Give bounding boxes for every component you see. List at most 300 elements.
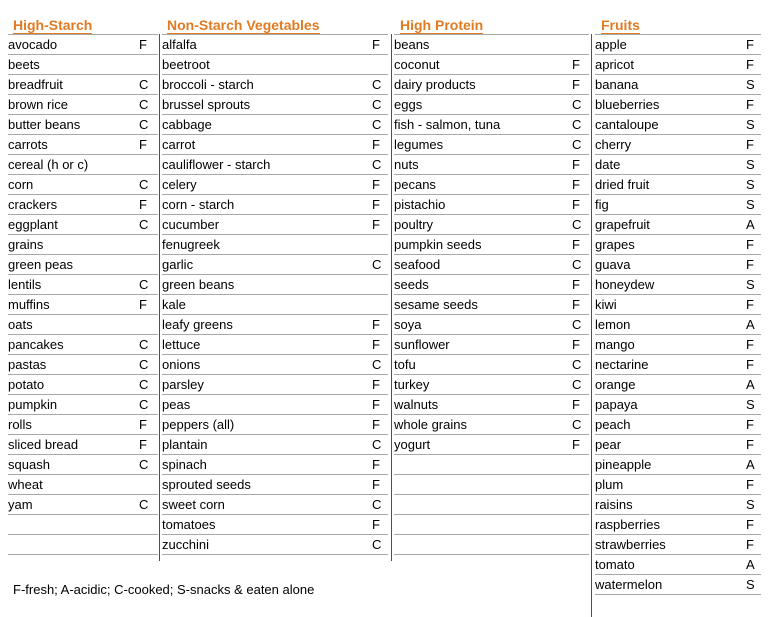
prep-code: C	[372, 497, 382, 512]
prep-code: F	[139, 197, 147, 212]
food-name: cabbage	[162, 117, 212, 132]
column-divider	[159, 34, 160, 561]
table-row	[394, 355, 589, 375]
food-name: nectarine	[595, 357, 649, 372]
table-row	[595, 275, 761, 295]
prep-code: F	[139, 437, 147, 452]
table-row	[394, 375, 589, 395]
food-name: cantaloupe	[595, 117, 659, 132]
food-name: fig	[595, 197, 609, 212]
table-row	[8, 315, 158, 335]
prep-code: A	[746, 317, 755, 332]
food-name: strawberries	[595, 537, 666, 552]
food-name: brown rice	[8, 97, 68, 112]
prep-code: F	[572, 77, 580, 92]
prep-code: F	[572, 237, 580, 252]
table-row	[8, 34, 158, 55]
table-row	[394, 195, 589, 215]
table-row	[8, 475, 158, 495]
prep-code: S	[746, 157, 755, 172]
food-name: cucumber	[162, 217, 220, 232]
food-name: honeydew	[595, 277, 655, 292]
prep-code: C	[139, 97, 149, 112]
table-row	[595, 255, 761, 275]
table-row	[8, 235, 158, 255]
food-name: pear	[595, 437, 622, 452]
food-name: avocado	[8, 37, 58, 52]
prep-code: F	[372, 317, 380, 332]
prep-code: C	[372, 117, 382, 132]
table-row	[8, 55, 158, 75]
table-row	[162, 355, 388, 375]
prep-code: F	[372, 137, 380, 152]
table-row	[595, 155, 761, 175]
table-row	[8, 395, 158, 415]
table-row	[8, 515, 158, 535]
food-name: grapes	[595, 237, 635, 252]
food-name: sweet corn	[162, 497, 225, 512]
food-name: guava	[595, 257, 631, 272]
header-fruits: Fruits	[601, 17, 640, 33]
prep-code: S	[746, 497, 755, 512]
table-row	[8, 255, 158, 275]
food-name: parsley	[162, 377, 204, 392]
prep-code: S	[746, 117, 755, 132]
table-row	[595, 175, 761, 195]
prep-code: F	[372, 217, 380, 232]
prep-code: F	[372, 477, 380, 492]
table-row	[394, 415, 589, 435]
table-row	[8, 195, 158, 215]
prep-code: F	[746, 37, 754, 52]
food-name: eggplant	[8, 217, 58, 232]
prep-code: C	[139, 497, 149, 512]
prep-code: F	[372, 337, 380, 352]
table-row	[162, 335, 388, 355]
column-non-starch-vegetables	[162, 34, 388, 555]
food-name: tomatoes	[162, 517, 216, 532]
food-name: date	[595, 157, 621, 172]
table-row	[162, 155, 388, 175]
table-row	[394, 75, 589, 95]
food-name: tomato	[595, 557, 635, 572]
food-name: carrots	[8, 137, 48, 152]
table-row	[595, 115, 761, 135]
food-name: peach	[595, 417, 631, 432]
food-name: poultry	[394, 217, 434, 232]
food-name: corn	[8, 177, 34, 192]
food-name: onions	[162, 357, 201, 372]
table-row	[595, 575, 761, 595]
food-name: mango	[595, 337, 635, 352]
header-high-starch: High-Starch	[13, 17, 93, 33]
food-name: muffins	[8, 297, 50, 312]
food-name: banana	[595, 77, 639, 92]
table-row	[595, 135, 761, 155]
food-name: yam	[8, 497, 33, 512]
food-name: breadfruit	[8, 77, 63, 92]
food-name: orange	[595, 377, 636, 392]
food-name: pumpkin seeds	[394, 237, 482, 252]
table-row	[595, 555, 761, 575]
legend-text: F-fresh; A-acidic; C-cooked; S-snacks & eaten alone	[13, 582, 315, 597]
food-name: cauliflower - starch	[162, 157, 271, 172]
food-name: zucchini	[162, 537, 209, 552]
table-row	[8, 415, 158, 435]
food-name: cherry	[595, 137, 632, 152]
food-name: turkey	[394, 377, 430, 392]
prep-code: F	[139, 297, 147, 312]
prep-code: F	[572, 297, 580, 312]
prep-code: C	[572, 217, 582, 232]
table-row	[595, 235, 761, 255]
table-row	[8, 215, 158, 235]
table-row	[394, 395, 589, 415]
food-name: apple	[595, 37, 627, 52]
food-name: celery	[162, 177, 197, 192]
prep-code: C	[372, 97, 382, 112]
table-row	[162, 435, 388, 455]
prep-code: C	[572, 137, 582, 152]
table-row	[162, 215, 388, 235]
prep-code: A	[746, 377, 755, 392]
prep-code: C	[139, 77, 149, 92]
table-row	[162, 455, 388, 475]
table-row	[162, 75, 388, 95]
food-name: coconut	[394, 57, 440, 72]
food-name: alfalfa	[162, 37, 197, 52]
food-name: potato	[8, 377, 45, 392]
table-row	[394, 95, 589, 115]
table-row	[8, 375, 158, 395]
prep-code: C	[372, 537, 382, 552]
prep-code: F	[372, 397, 380, 412]
food-name: rolls	[8, 417, 32, 432]
table-row	[394, 235, 589, 255]
table-row	[595, 375, 761, 395]
table-row	[8, 495, 158, 515]
food-name: oats	[8, 317, 33, 332]
table-row	[595, 415, 761, 435]
prep-code: C	[139, 217, 149, 232]
prep-code: F	[572, 157, 580, 172]
food-name: pecans	[394, 177, 436, 192]
table-row	[595, 395, 761, 415]
table-row	[8, 295, 158, 315]
food-name: beets	[8, 57, 40, 72]
table-row	[394, 295, 589, 315]
table-row	[162, 295, 388, 315]
food-name: seeds	[394, 277, 429, 292]
table-row	[595, 355, 761, 375]
table-row	[595, 75, 761, 95]
prep-code: S	[746, 77, 755, 92]
prep-code: C	[139, 357, 149, 372]
table-row	[394, 535, 589, 555]
food-name: pineapple	[595, 457, 652, 472]
table-row	[162, 375, 388, 395]
prep-code: F	[746, 417, 754, 432]
table-row	[394, 115, 589, 135]
prep-code: C	[572, 357, 582, 372]
prep-code: C	[139, 277, 149, 292]
table-row	[595, 295, 761, 315]
table-row	[394, 455, 589, 475]
column-divider	[391, 34, 392, 561]
column-divider	[591, 34, 592, 617]
table-row	[8, 435, 158, 455]
table-row	[394, 55, 589, 75]
table-row	[394, 255, 589, 275]
table-row	[162, 55, 388, 75]
header-non-starch-vegetables: Non-Starch Vegetables	[167, 17, 320, 33]
table-row	[595, 475, 761, 495]
prep-code: C	[372, 257, 382, 272]
prep-code: F	[572, 197, 580, 212]
food-name: dairy products	[394, 77, 476, 92]
food-name: sprouted seeds	[162, 477, 251, 492]
prep-code: C	[372, 357, 382, 372]
table-row	[394, 335, 589, 355]
prep-code: F	[372, 377, 380, 392]
prep-code: S	[746, 177, 755, 192]
prep-code: F	[746, 137, 754, 152]
table-row	[8, 275, 158, 295]
table-row	[595, 495, 761, 515]
prep-code: F	[139, 37, 147, 52]
table-row	[394, 275, 589, 295]
food-name: lentils	[8, 277, 42, 292]
food-name: walnuts	[394, 397, 439, 412]
table-row	[595, 315, 761, 335]
food-name: apricot	[595, 57, 635, 72]
food-name: cereal (h or c)	[8, 157, 89, 172]
table-row	[8, 135, 158, 155]
prep-code: F	[372, 37, 380, 52]
prep-code: C	[372, 157, 382, 172]
food-name: grains	[8, 237, 44, 252]
table-row	[162, 175, 388, 195]
table-row	[394, 515, 589, 535]
prep-code: C	[139, 337, 149, 352]
table-row	[8, 95, 158, 115]
prep-code: S	[746, 577, 755, 592]
food-name: sliced bread	[8, 437, 79, 452]
prep-code: C	[139, 177, 149, 192]
food-name: corn - starch	[162, 197, 235, 212]
prep-code: C	[572, 417, 582, 432]
food-name: leafy greens	[162, 317, 233, 332]
food-name: yogurt	[394, 437, 431, 452]
table-row	[8, 335, 158, 355]
table-row	[8, 535, 158, 555]
food-name: green beans	[162, 277, 235, 292]
prep-code: F	[746, 337, 754, 352]
table-row	[394, 475, 589, 495]
food-name: butter beans	[8, 117, 81, 132]
food-name: peas	[162, 397, 191, 412]
prep-code: F	[372, 417, 380, 432]
prep-code: A	[746, 217, 755, 232]
table-row	[595, 215, 761, 235]
prep-code: C	[372, 437, 382, 452]
food-name: watermelon	[595, 577, 663, 592]
food-name: squash	[8, 457, 50, 472]
table-row	[162, 34, 388, 55]
table-row	[595, 95, 761, 115]
column-fruits	[595, 34, 761, 595]
food-name: garlic	[162, 257, 194, 272]
prep-code: C	[572, 97, 582, 112]
food-name: beans	[394, 37, 430, 52]
prep-code: F	[139, 417, 147, 432]
prep-code: A	[746, 457, 755, 472]
prep-code: F	[572, 57, 580, 72]
prep-code: C	[139, 377, 149, 392]
table-row	[8, 75, 158, 95]
table-row	[8, 115, 158, 135]
food-name: carrot	[162, 137, 196, 152]
table-row	[162, 275, 388, 295]
food-name: sunflower	[394, 337, 450, 352]
food-name: blueberries	[595, 97, 660, 112]
table-row	[162, 315, 388, 335]
food-name: plum	[595, 477, 624, 492]
prep-code: C	[139, 457, 149, 472]
table-row	[394, 34, 589, 55]
table-row	[595, 34, 761, 55]
prep-code: C	[572, 377, 582, 392]
table-row	[394, 175, 589, 195]
table-row	[162, 195, 388, 215]
prep-code: F	[746, 237, 754, 252]
food-name: legumes	[394, 137, 444, 152]
table-row	[394, 155, 589, 175]
prep-code: C	[139, 117, 149, 132]
table-row	[394, 495, 589, 515]
table-row	[162, 135, 388, 155]
food-name: pumpkin	[8, 397, 58, 412]
food-name: raspberries	[595, 517, 661, 532]
prep-code: F	[572, 397, 580, 412]
food-name: papaya	[595, 397, 638, 412]
table-row	[162, 395, 388, 415]
food-name: dried fruit	[595, 177, 650, 192]
table-row	[162, 415, 388, 435]
food-name: kale	[162, 297, 186, 312]
prep-code: F	[746, 57, 754, 72]
table-row	[162, 115, 388, 135]
prep-code: C	[572, 257, 582, 272]
table-row	[595, 455, 761, 475]
prep-code: F	[139, 137, 147, 152]
table-row	[162, 495, 388, 515]
table-row	[595, 515, 761, 535]
prep-code: F	[372, 197, 380, 212]
prep-code: C	[572, 317, 582, 332]
table-row	[595, 335, 761, 355]
food-name: lettuce	[162, 337, 201, 352]
prep-code: F	[372, 457, 380, 472]
food-name: wheat	[8, 477, 43, 492]
food-name: sesame seeds	[394, 297, 478, 312]
table-row	[595, 195, 761, 215]
prep-code: F	[372, 177, 380, 192]
prep-code: F	[746, 437, 754, 452]
food-name: tofu	[394, 357, 416, 372]
table-row	[162, 535, 388, 555]
food-name: lemon	[595, 317, 631, 332]
table-row	[162, 235, 388, 255]
prep-code: F	[572, 337, 580, 352]
food-name: crackers	[8, 197, 58, 212]
prep-code: F	[746, 97, 754, 112]
food-name: soya	[394, 317, 422, 332]
table-row	[595, 535, 761, 555]
prep-code: C	[372, 77, 382, 92]
prep-code: S	[746, 197, 755, 212]
prep-code: A	[746, 557, 755, 572]
food-name: plantain	[162, 437, 208, 452]
table-row	[162, 475, 388, 495]
table-row	[8, 175, 158, 195]
prep-code: F	[372, 517, 380, 532]
prep-code: S	[746, 277, 755, 292]
prep-code: C	[572, 117, 582, 132]
food-name: raisins	[595, 497, 633, 512]
food-name: pastas	[8, 357, 47, 372]
table-row	[8, 355, 158, 375]
prep-code: F	[746, 477, 754, 492]
table-row	[595, 55, 761, 75]
food-name: eggs	[394, 97, 423, 112]
prep-code: S	[746, 397, 755, 412]
prep-code: F	[746, 257, 754, 272]
food-name: pistachio	[394, 197, 446, 212]
column-high-starch	[8, 34, 158, 555]
food-name: spinach	[162, 457, 207, 472]
food-name: grapefruit	[595, 217, 650, 232]
food-name: beetroot	[162, 57, 210, 72]
header-high-protein: High Protein	[400, 17, 484, 33]
food-name: green peas	[8, 257, 74, 272]
food-name: nuts	[394, 157, 419, 172]
table-row	[394, 215, 589, 235]
table-row	[394, 315, 589, 335]
prep-code: F	[746, 297, 754, 312]
food-name: kiwi	[595, 297, 617, 312]
food-name: brussel sprouts	[162, 97, 251, 112]
food-name: broccoli - starch	[162, 77, 254, 92]
food-name: seafood	[394, 257, 441, 272]
table-row	[8, 455, 158, 475]
prep-code: F	[746, 537, 754, 552]
table-row	[595, 435, 761, 455]
food-name: peppers (all)	[162, 417, 235, 432]
food-name: whole grains	[394, 417, 467, 432]
table-row	[394, 435, 589, 455]
prep-code: F	[746, 357, 754, 372]
column-high-protein	[394, 34, 589, 555]
table-row	[162, 255, 388, 275]
food-name: pancakes	[8, 337, 64, 352]
prep-code: F	[572, 277, 580, 292]
food-name: fenugreek	[162, 237, 220, 252]
food-name: fish - salmon, tuna	[394, 117, 501, 132]
table-row	[394, 135, 589, 155]
prep-code: F	[746, 517, 754, 532]
prep-code: F	[572, 437, 580, 452]
